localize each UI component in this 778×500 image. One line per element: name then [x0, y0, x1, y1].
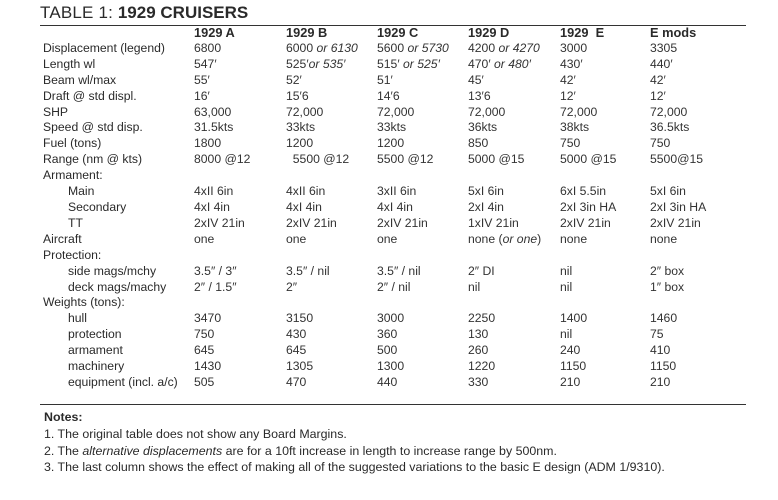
- table-cell: [286, 248, 377, 264]
- table-title-main: 1929 CRUISERS: [117, 3, 249, 22]
- table-cell: [377, 248, 468, 264]
- header-row: [41, 25, 746, 41]
- table-row: [41, 216, 746, 232]
- notes-heading: Notes:: [44, 410, 83, 424]
- table-cell: 2xI 3in HA: [650, 199, 707, 214]
- table-cell: 440′: [650, 56, 673, 71]
- table-cell: [286, 168, 377, 184]
- table-cell: [468, 295, 560, 311]
- table-cell: 75: [650, 327, 664, 342]
- table-body: [41, 41, 746, 391]
- table-cell: 1460: [650, 311, 678, 326]
- table-cell: 13′6: [468, 88, 491, 103]
- table-cell: 3.5″ / nil: [377, 263, 421, 278]
- table-cell: 5000 @15: [560, 152, 617, 167]
- table-cell: [194, 168, 286, 184]
- row-label: armament: [68, 343, 123, 358]
- table-row: [41, 248, 746, 264]
- table-cell: 72,000: [286, 104, 324, 119]
- table-cell: 2xIV 21in: [377, 215, 428, 230]
- table-cell: 547′: [194, 56, 217, 71]
- table-cell: 72,000: [560, 104, 598, 119]
- table-cell: 72,000: [377, 104, 415, 119]
- table-cell: 130: [468, 327, 489, 342]
- table-cell: 2xIV 21in: [286, 215, 337, 230]
- row-label: Range (nm @ kts): [43, 152, 143, 167]
- table-cell: one: [286, 231, 307, 246]
- row-label: Beam wl/max: [43, 72, 117, 87]
- table-cell: 6xI 5.5in: [560, 184, 607, 199]
- table-cell: 2″: [286, 279, 298, 294]
- table-cell: [560, 168, 650, 184]
- table-cell: 5xI 6in: [468, 184, 504, 199]
- table-cell: none: [560, 231, 588, 246]
- table-cell: 2xI 3in HA: [560, 199, 617, 214]
- table-cell: 6000 or 6130: [286, 40, 358, 55]
- table-cell: [377, 168, 468, 184]
- table-cell: 470′ or 480′: [468, 56, 531, 71]
- table-cell: 430′: [560, 56, 583, 71]
- table-cell: 1300: [377, 359, 405, 374]
- table-cell: 210: [560, 374, 581, 389]
- table-cell: 1150: [650, 359, 677, 374]
- table-cell: 2xIV 21in: [194, 215, 245, 230]
- table-row: [41, 200, 746, 216]
- table-cell: 42′: [560, 72, 576, 87]
- table-cell: 1200: [377, 136, 405, 151]
- table-cell: 500: [377, 343, 398, 358]
- table-row: [41, 120, 746, 136]
- cruisers-table: [41, 25, 746, 391]
- table-cell: 750: [194, 327, 215, 342]
- row-label: hull: [68, 311, 87, 326]
- table-cell: 3470: [194, 311, 222, 326]
- row-label: Protection:: [43, 247, 102, 262]
- table-cell: [286, 295, 377, 311]
- table-cell: 260: [468, 343, 489, 358]
- column-header: 1929 C: [377, 25, 419, 40]
- table-cell: 410: [650, 343, 671, 358]
- table-cell: 210: [650, 374, 671, 389]
- table-row: [41, 168, 746, 184]
- table-row: [41, 375, 746, 391]
- row-label: protection: [68, 327, 122, 342]
- table-cell: 72,000: [650, 104, 688, 119]
- table-cell: 3000: [560, 40, 588, 55]
- table-cell: 440: [377, 374, 398, 389]
- table-cell: 12′: [560, 88, 576, 103]
- table-row: [41, 311, 746, 327]
- table-cell: [650, 248, 746, 264]
- table-cell: 1430: [194, 359, 222, 374]
- table-cell: nil: [560, 327, 573, 342]
- table-cell: 850: [468, 136, 489, 151]
- row-label: Armament:: [43, 168, 103, 183]
- table-cell: 645: [286, 343, 307, 358]
- table-cell: 330: [468, 374, 489, 389]
- table-cell: 5600 or 5730: [377, 40, 449, 55]
- table-cell: 5500 @12: [286, 152, 350, 167]
- table-cell: 430: [286, 327, 307, 342]
- row-label: side mags/mchy: [68, 263, 157, 278]
- table-cell: 1400: [560, 311, 588, 326]
- table-bottom-rule: [40, 404, 746, 405]
- table-cell: nil: [560, 279, 573, 294]
- column-header: 1929 B: [286, 25, 328, 40]
- table-cell: [194, 248, 286, 264]
- table-cell: 1xIV 21in: [468, 215, 519, 230]
- table-cell: 1220: [468, 359, 496, 374]
- table-cell: 31.5kts: [194, 120, 234, 135]
- table-cell: 3150: [286, 311, 314, 326]
- table-cell: 3305: [650, 40, 678, 55]
- table-row: [41, 264, 746, 280]
- table-cell: 2″ box: [650, 263, 685, 278]
- row-label-header: [41, 25, 194, 41]
- table-cell: 2xIV 21in: [560, 215, 611, 230]
- table-cell: 515′ or 525′: [377, 56, 440, 71]
- row-label: Draft @ std displ.: [43, 88, 137, 103]
- table-cell: 2250: [468, 311, 496, 326]
- row-label: equipment (incl. a/c): [68, 374, 178, 389]
- row-label: Aircraft: [43, 231, 82, 246]
- table-row: [41, 280, 746, 296]
- table-row: [41, 343, 746, 359]
- table-row: [41, 327, 746, 343]
- row-label: Fuel (tons): [43, 136, 102, 151]
- table-cell: [560, 295, 650, 311]
- table-cell: 36kts: [468, 120, 498, 135]
- table-row: [41, 73, 746, 89]
- note-item: 1. The original table does not show any Board Margins.: [44, 427, 347, 442]
- table-cell: 63,000: [194, 104, 232, 119]
- table-cell: 505: [194, 374, 215, 389]
- table-cell: 36.5kts: [650, 120, 690, 135]
- table-cell: 1305: [286, 359, 314, 374]
- row-label: SHP: [43, 104, 69, 119]
- table-row: [41, 184, 746, 200]
- table-row: [41, 57, 746, 73]
- table-cell: 15′6: [286, 88, 309, 103]
- table-title: [40, 3, 746, 26]
- column-header: 1929 A: [194, 25, 235, 40]
- column-header: E mods: [650, 25, 697, 40]
- column-header: 1929 D: [468, 25, 510, 40]
- table-cell: [650, 168, 746, 184]
- table-cell: 8000 @12: [194, 152, 251, 167]
- row-label: machinery: [68, 359, 125, 374]
- table-cell: 4200 or 4270: [468, 40, 540, 55]
- table-cell: 12′: [650, 88, 666, 103]
- table-cell: 6800: [194, 40, 222, 55]
- table-cell: one: [194, 231, 215, 246]
- table-cell: 4xI 4in: [377, 199, 413, 214]
- table-cell: 2″ / nil: [377, 279, 411, 294]
- table-cell: 33kts: [377, 120, 407, 135]
- table-cell: 1″ box: [650, 279, 685, 294]
- table-cell: [650, 295, 746, 311]
- table-cell: 3000: [377, 311, 405, 326]
- table-cell: 2″ / 1.5″: [194, 279, 237, 294]
- row-label: Secondary: [68, 199, 127, 214]
- table-cell: 750: [650, 136, 671, 151]
- column-header: 1929 E: [560, 25, 605, 40]
- table-cell: 1800: [194, 136, 222, 151]
- table-cell: 470: [286, 374, 307, 389]
- table-row: [41, 152, 746, 168]
- table-row: [41, 105, 746, 121]
- table-cell: 5500@15: [650, 152, 704, 167]
- table-row: [41, 232, 746, 248]
- table-cell: one: [377, 231, 398, 246]
- table-cell: 4xII 6in: [286, 184, 326, 199]
- table-cell: 5000 @15: [468, 152, 525, 167]
- table-cell: 1200: [286, 136, 314, 151]
- table-cell: 750: [560, 136, 581, 151]
- table-cell: 52′: [286, 72, 302, 87]
- table-cell: 14′6: [377, 88, 400, 103]
- table-cell: 4xII 6in: [194, 184, 234, 199]
- table-cell: 16′: [194, 88, 210, 103]
- notes-section: [44, 409, 744, 476]
- table-cell: [194, 295, 286, 311]
- table-cell: nil: [468, 279, 481, 294]
- table-cell: 42′: [650, 72, 666, 87]
- table-cell: 45′: [468, 72, 484, 87]
- row-label: TT: [68, 215, 83, 230]
- row-label: Main: [68, 184, 95, 199]
- table-cell: 2xIV 21in: [650, 215, 701, 230]
- table-row: [41, 295, 746, 311]
- table-cell: 2xI 4in: [468, 199, 504, 214]
- note-item: 3. The last column shows the effect of making all of the suggested variations to the basic E design (ADM 1/9310).: [44, 460, 665, 475]
- row-label: Displacement (legend): [43, 40, 165, 55]
- table-cell: 5xI 6in: [650, 184, 686, 199]
- table-cell: [468, 168, 560, 184]
- table-cell: 3xII 6in: [377, 184, 417, 199]
- notes-list: [44, 426, 744, 475]
- table-cell: 5500 @12: [377, 152, 434, 167]
- table-cell: [377, 295, 468, 311]
- table-cell: 360: [377, 327, 398, 342]
- table-cell: 38kts: [560, 120, 590, 135]
- table-cell: 51′: [377, 72, 393, 87]
- table-cell: 4xI 4in: [286, 199, 322, 214]
- table-row: [41, 359, 746, 375]
- row-label: deck mags/machy: [68, 279, 167, 294]
- table-row: [41, 89, 746, 105]
- table-cell: 525′or 535′: [286, 56, 346, 71]
- table-row: [41, 136, 746, 152]
- table-cell: 3.5″ / nil: [286, 263, 330, 278]
- table-cell: 3.5″ / 3″: [194, 263, 237, 278]
- note-item: 2. The alternative displacements are for a 10ft increase in length to increase range by 500nm.: [44, 443, 557, 458]
- table-title-label: TABLE 1:: [40, 3, 114, 22]
- table-cell: 4xI 4in: [194, 199, 230, 214]
- table-cell: [468, 248, 560, 264]
- table-cell: none: [650, 231, 678, 246]
- table-cell: 240: [560, 343, 581, 358]
- table-cell: 55′: [194, 72, 210, 87]
- table-cell: 645: [194, 343, 215, 358]
- table-row: [41, 41, 746, 57]
- table-cell: nil: [560, 263, 573, 278]
- row-label: Weights (tons):: [43, 295, 125, 310]
- table-cell: 1150: [560, 359, 587, 374]
- table-cell: 2″ DI: [468, 263, 495, 278]
- table-cell: 33kts: [286, 120, 316, 135]
- table-cell: 72,000: [468, 104, 506, 119]
- row-label: Speed @ std disp.: [43, 120, 143, 135]
- row-label: Length wl: [43, 56, 96, 71]
- table-cell: [560, 248, 650, 264]
- table-cell: none (or one): [468, 231, 542, 246]
